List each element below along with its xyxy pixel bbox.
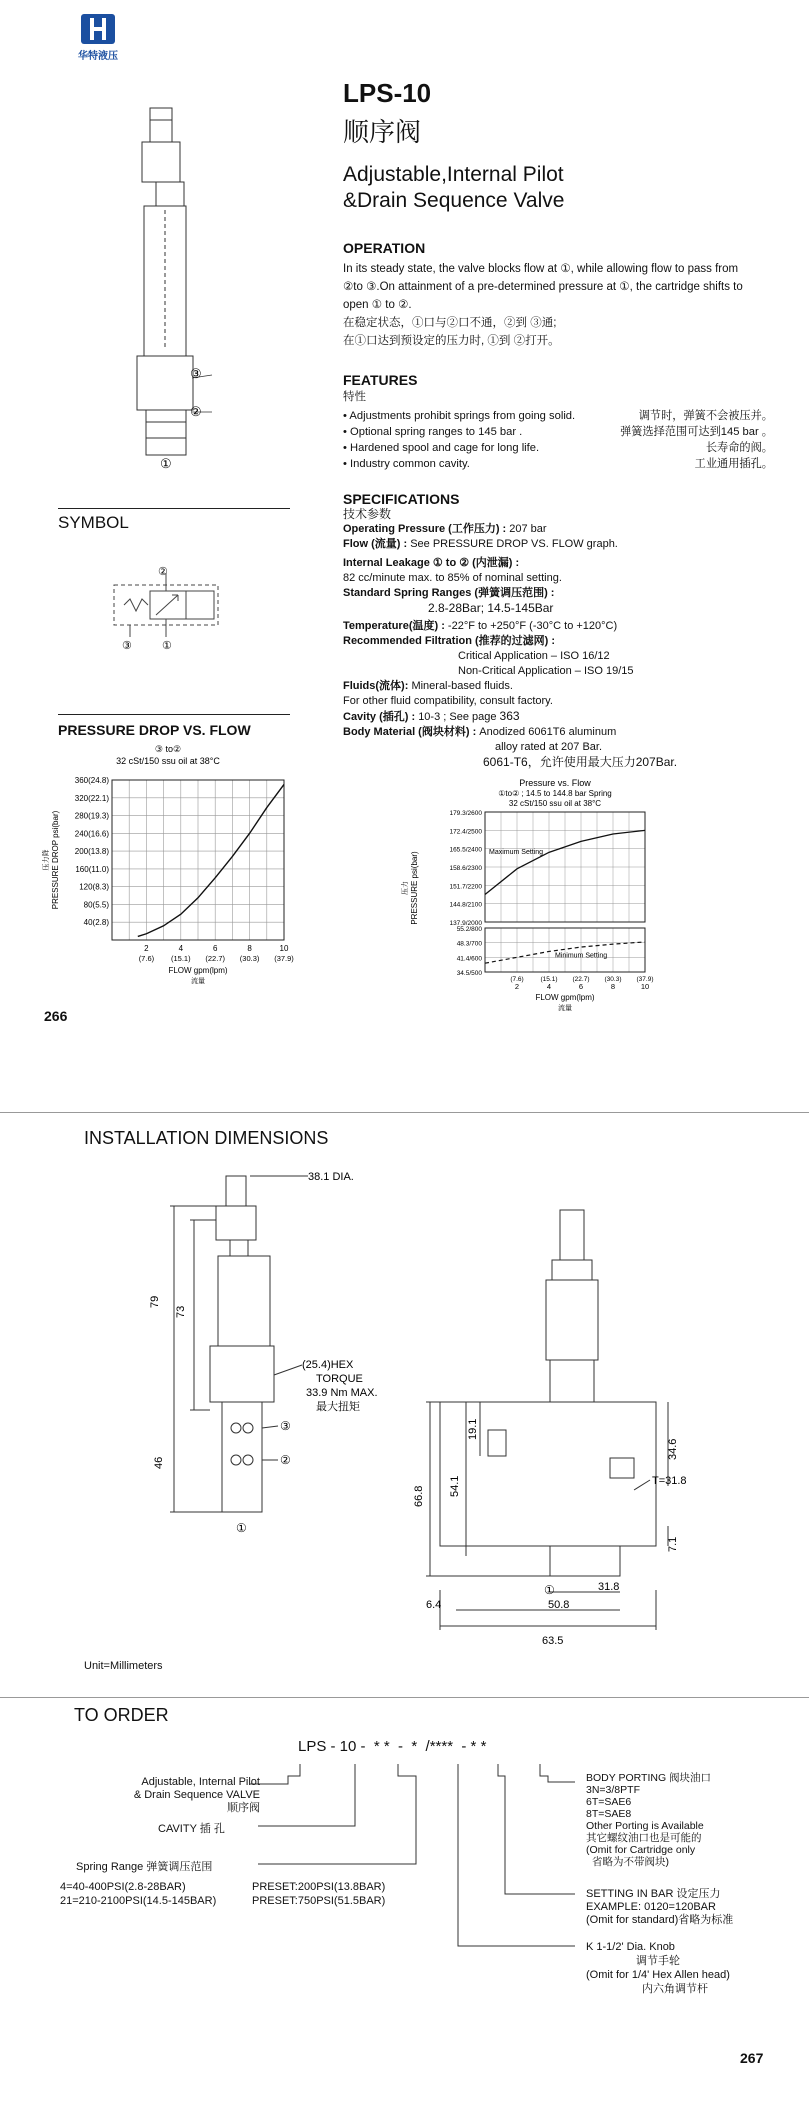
chart2-y-tick: 55.2/800 — [456, 926, 482, 933]
dim-t-31-8: T=31.8 — [652, 1475, 687, 1487]
dim-50-8: 50.8 — [548, 1599, 570, 1611]
specifications-section — [343, 492, 783, 770]
page-number-right: 267 — [740, 2050, 764, 2066]
operation-section — [343, 240, 773, 350]
chart2-y-tick: 41.4/600 — [456, 955, 482, 963]
valve-symbol — [100, 565, 230, 655]
order-knob: K 1-1/2' Dia. Knob 调节手轮 (Omit for 1/4' Hex Allen head) 内六角调节杆 — [586, 1941, 730, 1995]
features-section — [343, 372, 773, 472]
dim-19-1: 19.1 — [467, 1418, 479, 1440]
operation-line-cn: 在稳定状态，①口与②口不通，②到 ③通; — [343, 317, 557, 329]
chart1-y-tick: 120(8.3) — [79, 882, 109, 892]
name-en — [343, 162, 663, 214]
chart2-x-tick-lpm: (15.1) — [540, 976, 558, 983]
chart1-ylabel-cn: 压力降 — [43, 849, 50, 871]
torque-label: TORQUE — [316, 1373, 363, 1385]
feature-item: • Optional spring ranges to 145 bar . 弹簧选择范围可达到145 bar 。 — [343, 426, 773, 438]
dim-34-6: 34.6 — [667, 1438, 679, 1460]
order-presets: PRESET:200PSI(13.8BAR) PRESET:750PSI(51.5BAR) — [252, 1881, 386, 1907]
installation-title: INSTALLATION DIMENSIONS — [84, 1128, 329, 1148]
chart2-y-tick: 137.9/2000 — [449, 920, 482, 927]
chart1-subtitle2: 32 cSt/150 ssu oil at 38°C — [116, 756, 220, 766]
cartridge-port-1: ① — [160, 456, 172, 470]
chart1-x-tick: 2 — [144, 944, 149, 953]
chart1-xlabel: FLOW gpm(lpm) — [168, 966, 228, 975]
torque-cn: 最大扭矩 — [316, 1401, 360, 1413]
spec-leak-value: 82 cc/minute max. to 85% of nominal setting. — [343, 572, 562, 584]
body-port-1: ① — [544, 1583, 555, 1597]
order-desc: Adjustable, Internal Pilot & Drain Sequence VALVE 顺序阀 — [133, 1776, 260, 1814]
chart2-y-tick: 165.5/2400 — [449, 846, 482, 854]
chart2-xlabel-cn: 流量 — [558, 1005, 572, 1012]
inst-port-2: ② — [280, 1453, 291, 1467]
chart2-x-tick-lpm: (37.9) — [636, 976, 654, 983]
chart2-x-tick: 6 — [578, 982, 584, 991]
torque-value: 33.9 Nm MAX. — [306, 1387, 378, 1399]
chart2-ylabel: PRESSURE psi(bar) — [410, 851, 419, 925]
chart2-y-tick: 172.4/2500 — [449, 828, 482, 836]
dim-dia: 38.1 DIA. — [308, 1171, 354, 1183]
operation-line: ②to ③.On attainment of a pre-determined pressure at ①, the cartridge shifts to — [343, 281, 743, 293]
spec-heading-cn: 技术参数 — [343, 507, 392, 521]
chart2-subtitle: ①to② ; 14.5 to 144.8 bar Spring — [498, 789, 612, 798]
inst-port-3: ③ — [280, 1419, 291, 1433]
dim-46: 46 — [153, 1456, 165, 1469]
order-title: TO ORDER — [74, 1705, 169, 1725]
dim-6-4: 6.4 — [426, 1599, 442, 1611]
chart1-x-tick: 10 — [279, 944, 289, 953]
spec-filt-noncritical: Non-Critical Application – ISO 19/15 — [458, 665, 634, 677]
pressure-drop-chart — [40, 740, 310, 1020]
order-spring-options: 4=40-400PSI(2.8-28BAR) 21=210-2100PSI(14.5-145BAR) — [60, 1881, 217, 1907]
chart2-y-tick: 48.3/700 — [456, 940, 482, 948]
operation-line: In its steady state, the valve blocks flow at ①, while allowing flow to pass from — [343, 263, 739, 275]
spec-spring-value: 2.8-28Bar; 14.5-145Bar — [428, 601, 554, 615]
chart2-x-tick: 10 — [640, 982, 650, 991]
chart1-x-tick-lpm: (22.7) — [205, 954, 225, 963]
chart1-x-tick-lpm: (37.9) — [274, 954, 294, 963]
chart2-x-tick-lpm: (7.6) — [510, 976, 524, 983]
spec-op-pressure: Operating Pressure (工作压力) : 207 bar — [343, 523, 547, 535]
dim-54-1: 54.1 — [449, 1475, 461, 1497]
chart2-series-max-label: Maximum Setting — [489, 849, 544, 857]
company-logo — [70, 14, 126, 66]
chart1-subtitle: ③ to② — [154, 744, 182, 754]
chart1-series-line — [138, 784, 284, 936]
chart1-xlabel-cn: 流量 — [191, 978, 205, 985]
spec-temp: Temperature(温度) : -22°F to +250°F (-30°C to +120°C) — [343, 620, 618, 632]
chart1-x-tick-lpm: (30.3) — [239, 954, 260, 963]
feature-item: • Industry common cavity. 工业通用插孔。 — [343, 458, 773, 470]
inst-port-1: ① — [236, 1521, 247, 1535]
chart1-ylabel: PRESSURE DROP psi(bar) — [51, 810, 60, 910]
chart1-x-tick-lpm: (7.6) — [138, 954, 155, 963]
chart2-y-tick: 151.7/2200 — [449, 883, 482, 891]
chart2-y-tick: 144.8/2100 — [449, 901, 482, 909]
order-setting: SETTING IN BAR 设定压力 EXAMPLE: 0120=120BAR (Omit for standard)省略为标准 — [586, 1888, 734, 1926]
chart2-x-tick: 2 — [514, 982, 520, 991]
feature-item: • Hardened spool and cage for long life. 长寿命的阀。 — [343, 442, 773, 454]
spec-leak: Internal Leakage ① to ② (内泄漏) : — [343, 557, 520, 569]
chart1-y-tick: 40(2.8) — [83, 918, 109, 928]
spec-fluids: Fluids(流体): Mineral-based fluids. — [343, 680, 513, 692]
body-dimension-drawing — [400, 1180, 690, 1650]
dim-hex: (25.4)HEX — [302, 1359, 354, 1371]
model-title: LPS-10 — [343, 78, 432, 108]
logo-text: 华特液压 — [78, 51, 118, 62]
symbol-port-3: ③ — [122, 640, 132, 652]
chart1-y-tick: 320(22.1) — [74, 793, 109, 803]
order-porting: BODY PORTING 阀块油口 3N=3/8PTF 6T=SAE6 8T=SAE8 Other Porting is Available 其它螺纹油口也是可能的 (Omit for Cartridge only 省略为不带阀块) — [586, 1772, 712, 1868]
unit-note: Unit=Millimeters — [84, 1660, 163, 1672]
chart1-y-tick: 360(24.8) — [74, 776, 109, 785]
chart2-y-tick: 179.3/2600 — [449, 810, 482, 817]
chart1-y-tick: 280(19.3) — [74, 811, 109, 821]
symbol-port-2: ② — [158, 566, 168, 578]
chart2-x-tick: 4 — [546, 982, 552, 991]
dim-79: 79 — [149, 1295, 161, 1308]
page-number-left: 266 — [44, 1008, 68, 1024]
order-cavity: CAVITY 插 孔 — [158, 1823, 225, 1835]
order-spring: Spring Range 弹簧调压范围 — [76, 1861, 213, 1873]
dim-7-1: 7.1 — [667, 1536, 679, 1552]
name-en-line1: Adjustable,Internal Pilot — [343, 163, 564, 186]
spec-filt-critical: Critical Application – ISO 16/12 — [458, 650, 610, 662]
chart1-x-tick: 4 — [178, 944, 184, 953]
pressure-drop-title: PRESSURE DROP VS. FLOW — [58, 722, 251, 738]
dim-66-8: 66.8 — [413, 1485, 425, 1507]
features-heading-cn: 特性 — [343, 391, 366, 403]
cartridge-dimension-drawing — [130, 1160, 390, 1560]
chart1-x-tick-lpm: (15.1) — [171, 954, 191, 963]
spec-filtration: Recommended Filtration (推荐的过滤网) : — [343, 635, 556, 647]
chart1-y-tick: 200(13.8) — [74, 847, 109, 857]
chart2-y-tick: 158.6/2300 — [449, 865, 482, 872]
chart2-x-tick: 8 — [610, 982, 616, 991]
chart2-series-min-label: Minimum Setting — [555, 952, 608, 960]
spec-spring: Standard Spring Ranges (弹簧调压范围) : — [343, 587, 555, 599]
spec-cavity: Cavity (插孔) : 10-3 ; See page 363 — [343, 709, 520, 723]
dim-73: 73 — [175, 1305, 187, 1318]
features-heading: FEATURES — [343, 372, 418, 388]
chart1-y-tick: 240(16.6) — [74, 829, 109, 839]
spec-body-value2: alloy rated at 207 Bar. — [495, 741, 603, 753]
spec-body-value3: 6061-T6，允许使用最大压力207Bar. — [483, 755, 678, 769]
logo-mark-icon — [81, 14, 115, 44]
chart2-xlabel: FLOW gpm(lpm) — [535, 993, 595, 1002]
chart2-y-tick: 34.5/500 — [456, 970, 482, 977]
operation-line: open ① to ②. — [343, 299, 412, 311]
chart2-subtitle2: 32 cSt/150 ssu oil at 38°C — [508, 799, 602, 808]
dim-63-5: 63.5 — [542, 1635, 564, 1647]
chart2-title: Pressure vs. Flow — [519, 778, 591, 788]
symbol-port-1: ① — [162, 640, 172, 652]
pressure-vs-flow-chart — [395, 778, 655, 1028]
name-en-line2: &Drain Sequence Valve — [343, 189, 565, 212]
chart2-x-tick-lpm: (22.7) — [572, 976, 590, 983]
feature-item: • Adjustments prohibit springs from going solid. 调节时，弹簧不会被压并。 — [343, 410, 773, 422]
chart1-y-tick: 80(5.5) — [83, 900, 109, 910]
cartridge-drawing — [120, 100, 230, 470]
spec-heading: SPECIFICATIONS — [343, 491, 460, 507]
dim-31-8: 31.8 — [598, 1581, 620, 1593]
chart2-ylabel-cn: 压力 — [402, 881, 409, 895]
spec-flow: Flow (流量) : See PRESSURE DROP VS. FLOW graph. — [343, 538, 618, 550]
operation-line-cn: 在①口达到预设定的压力时, ①到 ②打开。 — [343, 335, 560, 347]
symbol-title: SYMBOL — [58, 513, 129, 532]
chart2-x-tick-lpm: (30.3) — [604, 976, 622, 983]
spec-fluids-note: For other fluid compatibility, consult factory. — [343, 695, 553, 707]
chart1-x-tick: 6 — [212, 944, 218, 953]
order-code: LPS - 10 - * * - * /**** - * * — [298, 1738, 487, 1755]
operation-heading: OPERATION — [343, 240, 426, 256]
cartridge-port-2: ② — [190, 404, 202, 419]
chart1-x-tick: 8 — [247, 944, 252, 953]
name-cn: 顺序阀 — [343, 117, 422, 147]
spec-body: Body Material (阀块材料) : Anodized 6061T6 aluminum — [343, 726, 617, 738]
chart1-y-tick: 160(11.0) — [75, 864, 109, 874]
cartridge-port-3: ③ — [190, 366, 202, 381]
